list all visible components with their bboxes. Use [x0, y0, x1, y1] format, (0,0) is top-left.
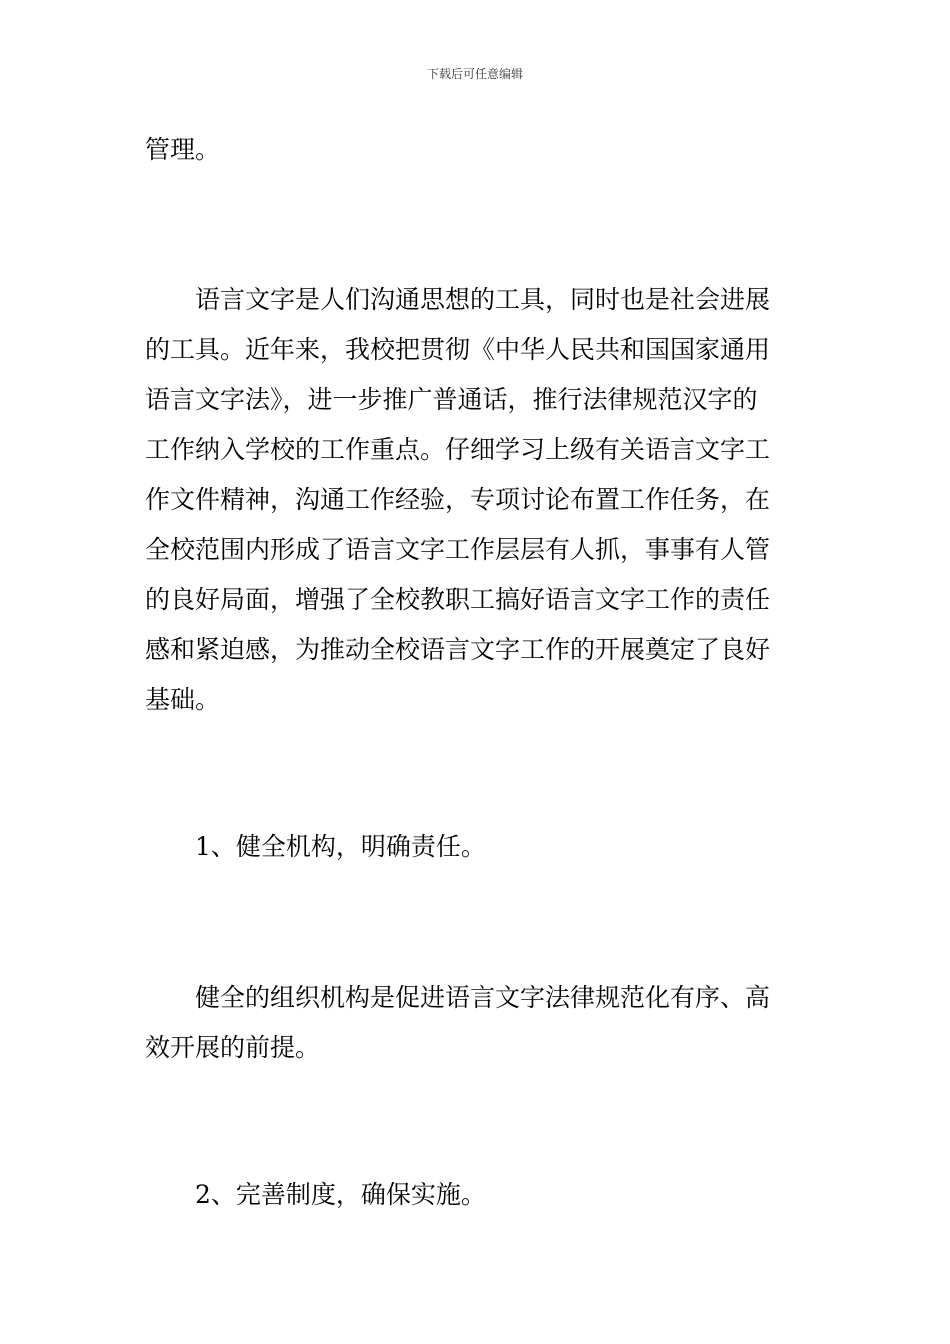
- page-header-note: 下载后可任意编辑: [426, 67, 523, 81]
- text-line: 语言文字法》，进一步推广普通话，推行法律规范汉字的: [145, 385, 758, 414]
- section-heading-2: [145, 1170, 810, 1220]
- heading-text: 1、健全机构，明确责任。: [195, 832, 486, 861]
- text-line: 的良好局面，增强了全校教职工搞好语言文字工作的责任: [145, 585, 771, 614]
- text-line: 语言文字是人们沟通思想的工具，同时也是社会进展: [195, 285, 771, 314]
- paragraph-language-work: [145, 275, 810, 725]
- text-line: 全校范围内形成了语言文字工作层层有人抓，事事有人管: [145, 535, 771, 564]
- text-line: 效开展的前提。: [145, 1033, 321, 1062]
- text-line: 健全的组织机构是促进语言文字法律规范化有序、高: [195, 983, 771, 1012]
- paragraph-organization: [145, 973, 810, 1073]
- text-line: 作文件精神，沟通工作经验，专项讨论布置工作任务，在: [145, 485, 771, 514]
- text-line: 基础。: [145, 685, 221, 714]
- intro-tail-text: [145, 125, 810, 175]
- text-line: 管理。: [145, 135, 221, 164]
- text-line: 的工具。近年来，我校把贯彻《中华人民共和国国家通用: [145, 335, 771, 364]
- text-line: 工作纳入学校的工作重点。仔细学习上级有关语言文字工: [145, 435, 771, 464]
- text-line: 感和紧迫感，为推动全校语言文字工作的开展奠定了良好: [145, 635, 771, 664]
- heading-text: 2、完善制度，确保实施。: [195, 1180, 486, 1209]
- section-heading-1: [145, 822, 810, 872]
